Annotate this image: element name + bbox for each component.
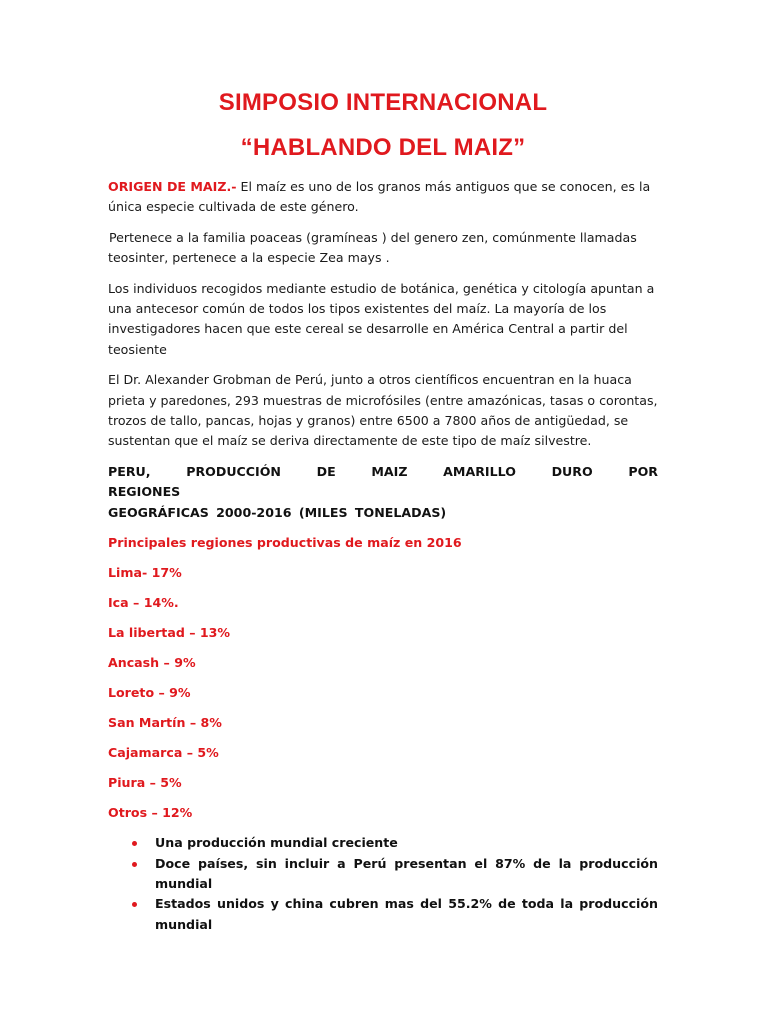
region-item-ica: Ica – 14%.: [108, 595, 179, 611]
region-item-la-libertad: La libertad – 13%: [108, 625, 231, 641]
region-item-lima: Lima- 17%: [108, 565, 182, 581]
paragraph-family: Pertenece a la familia poaceas (gramíneas ) del genero zen, comúnmente llamadas teosinter, pertenece a la especie Zea mays .: [108, 229, 637, 266]
paragraph-research: Los individuos recogidos mediante estudio de botánica, genética y citología apuntan a una antecesor común de todos los tipos existentes del maíz. La mayoría de los investigadores hacen que este cereal se desarrolle en América Central a partir del teosiente: [108, 280, 655, 357]
bullet-text: Estados unidos y china cubren mas del 55.2% de toda la producción mundial: [155, 896, 658, 932]
document-subtitle: “HABLANDO DEL MAIZ”: [240, 134, 526, 161]
region-item-ancash: Ancash – 9%: [108, 655, 196, 671]
bullet-icon: [132, 862, 137, 867]
paragraph-grobman: El Dr. Alexander Grobman de Perú, junto a otros científicos encuentran en la huaca prieta y paredones, 293 muestras de microfósiles (entre amazónicas, tasas o corontas, trozos de tallo, pancas, hojas y granos) entre 6500 a 7800 años de antigüedad, se sustentan que el maíz se deriva directamente de este tipo de maíz silvestre.: [108, 372, 658, 449]
region-item-cajamarca: Cajamarca – 5%: [108, 745, 219, 761]
bullet-icon: [132, 841, 137, 846]
bullet-text: Una producción mundial creciente: [155, 835, 398, 851]
list-item: [108, 854, 658, 895]
origin-text: El maíz es uno de los granos más antiguos que se conocen, es la única especie cultivada de este género.: [108, 179, 651, 215]
production-heading-line1: PERU, PRODUCCIÓN DE MAIZ AMARILLO DURO POR REGIONES: [108, 463, 658, 500]
bullet-list: [108, 833, 658, 935]
region-item-san-martin: San Martín – 8%: [108, 715, 222, 731]
list-item: [108, 894, 658, 935]
region-item-piura: Piura – 5%: [108, 775, 182, 791]
origin-paragraph: [108, 177, 658, 218]
bullet-icon: [132, 902, 137, 907]
production-heading: [108, 462, 658, 523]
production-heading-line2: GEOGRÁFICAS 2000-2016 (MILES TONELADAS): [108, 504, 447, 520]
document-title: SIMPOSIO INTERNACIONAL: [218, 89, 548, 116]
regions-list: [108, 563, 658, 823]
bullet-text: Doce países, sin incluir a Perú presentan el 87% de la producción mundial: [155, 855, 658, 891]
list-item: [108, 833, 658, 853]
document-page: [108, 82, 658, 935]
region-item-otros: Otros – 12%: [108, 805, 193, 821]
regions-heading: Principales regiones productivas de maíz en 2016: [108, 535, 462, 551]
region-item-loreto: Loreto – 9%: [108, 685, 191, 701]
origin-lead: ORIGEN DE MAIZ.-: [108, 179, 237, 194]
